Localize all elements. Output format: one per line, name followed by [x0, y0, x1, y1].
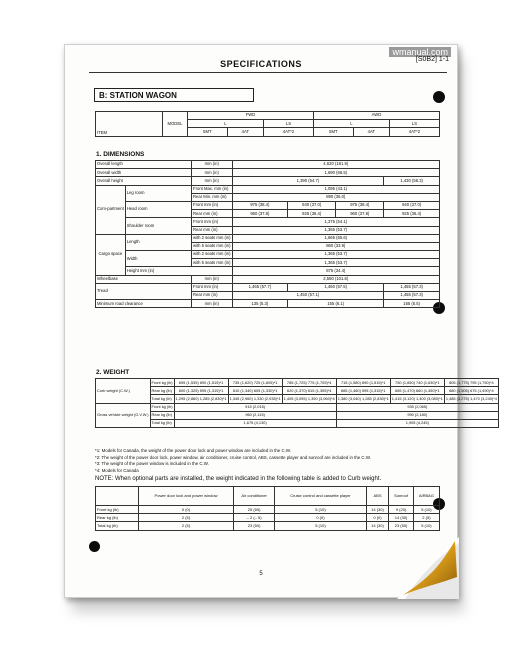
gross-weight-label: Gross vehicle weight (G.V.W.): [96, 403, 151, 428]
opt-head: ABS: [366, 487, 389, 506]
curb-cell: 680 (1,505) 675 (1,490)*4: [444, 387, 498, 395]
opt-cell: 14 (30): [366, 522, 389, 530]
dimensions-heading: 1. DIMENSIONS: [96, 151, 145, 158]
opt-row-label: Front kg (lb): [96, 506, 139, 514]
footnotes: [95, 448, 371, 474]
wheelbase-unit: mm (in): [192, 275, 233, 283]
comp-value: 925 (36.4): [384, 210, 440, 218]
cargo-sub: with 5 seats mm (in): [192, 259, 233, 267]
gross-cell: 1,675 (4,130): [174, 419, 336, 427]
cargo-sub: with 5 seats mm (in): [192, 242, 233, 250]
tread-front: Front mm (in): [192, 283, 233, 291]
fwd-l-label: L: [188, 120, 264, 128]
opt-cell: 0 (0): [275, 514, 367, 522]
model-header-table: [95, 111, 440, 137]
wheelbase-label: Wheelbase: [96, 275, 192, 283]
fwd-label: FWD: [188, 112, 314, 120]
cargo-width-label: Width: [125, 251, 191, 267]
curb-cell: 665 (1,460) 595 (1,315)*1: [336, 387, 390, 395]
comp-value: 940 (37.0): [288, 201, 336, 209]
comp-sub: Rear Min. mm (in): [192, 193, 233, 201]
fwd-ls-label: LS: [263, 120, 313, 128]
comp-sub: Front mm (in): [192, 201, 233, 209]
opt-head: Cruise control and cassette player: [275, 487, 367, 506]
item-label: ITEM: [96, 112, 163, 137]
curb-rear: Rear kg (lb): [150, 387, 174, 395]
clearance-label: Minimum road clearance: [96, 300, 192, 308]
fwd-4at2: 4AT*2: [263, 128, 313, 136]
curb-cell: 750 (1,650) 740 (1,630)*1: [390, 379, 444, 387]
curb-cell: 1,415 (3,120) 1,400 (3,080)*1: [390, 395, 444, 403]
dim-value: 4,620 (181.9): [232, 161, 439, 169]
opt-cell: 2 (5): [139, 522, 234, 530]
model-label: MODEL: [163, 112, 188, 137]
dim-label: Overall length: [96, 161, 192, 169]
tread-value: 1,460 (57.5): [288, 283, 384, 291]
opt-cell: 14 (30): [389, 514, 414, 522]
opt-cell: 5 (10): [275, 506, 367, 514]
dimensions-table: [95, 160, 440, 308]
page-number: 5: [259, 571, 263, 577]
awd-4at: 4AT: [353, 128, 389, 136]
cargo-value: 875 (34.4): [232, 267, 439, 275]
tread-value: 1,455 (57.3): [384, 283, 440, 291]
opt-row-label: Rear kg (lb): [96, 514, 139, 522]
opt-head: AIRBAG: [413, 487, 439, 506]
optional-parts-table: [95, 486, 440, 531]
comp-sub: Rear mm (in): [192, 226, 233, 234]
opt-cell: 5 (10): [413, 522, 439, 530]
curb-cell: 620 (1,370) 615 (1,355)*4: [282, 387, 336, 395]
fwd-4at: 4AT: [227, 128, 263, 136]
header-rule: [89, 72, 447, 73]
opt-head: Sunroof: [389, 487, 414, 506]
gross-cell: 915 (2,015): [174, 403, 336, 411]
curb-total: Total kg (lb): [150, 395, 174, 403]
shoulder-room-label: Shoulder room: [125, 218, 191, 234]
comp-value: 1,095 (43.1): [232, 185, 439, 193]
comp-value: 960 (37.8): [232, 210, 288, 218]
comp-value: 1,355 (53.7): [232, 226, 439, 234]
curb-cell: 1,485 (3,275) 1,470 (3,240)*4: [444, 395, 498, 403]
gross-cell: 1,905 (4,245): [336, 419, 498, 427]
comp-value: 890 (35.0): [232, 193, 439, 201]
gross-front: Front kg (lb): [150, 403, 174, 411]
curb-cell: 735 (1,620) 725 (1,605)*1: [228, 379, 282, 387]
opt-cell: 0 (0): [366, 514, 389, 522]
opt-corner: [96, 487, 139, 506]
dim-unit: mm (in): [192, 177, 233, 185]
curb-cell: 785 (1,725) 775 (1,705)*4: [282, 379, 336, 387]
awd-label: AWD: [313, 112, 439, 120]
optional-parts-note: NOTE: When optional parts are installed, the weight indicated in the following table is added to Curb weight.: [95, 476, 382, 482]
comp-value: 960 (37.8): [336, 210, 384, 218]
tread-value: 1,455 (57.3): [384, 292, 440, 300]
dim-value: 1,430 (56.3): [384, 177, 440, 185]
footnote: *4: Models for Canada: [95, 467, 139, 473]
weight-table: [95, 378, 499, 428]
footnote: *2: The weight of the power door lock, power window, air conditioner, cruise control, ABS, cassette player and sunroof are included in the C.W.: [95, 454, 371, 460]
cargo-sub: with 2 seats mm (in): [192, 251, 233, 259]
fwd-5mt: 5MT: [188, 128, 228, 136]
clearance-value: 135 (5.3): [232, 300, 288, 308]
curb-cell: 1,345 (2,960) 1,330 (2,935)*1: [228, 395, 282, 403]
manual-page: [64, 44, 497, 598]
footnote: *1: Models for Canada, the weight of the power door lock and power window are included in the C.W.: [95, 448, 291, 453]
curb-cell: 1,380 (3,040) 1,285 (2,830)*1: [336, 395, 390, 403]
opt-head: Air conditioner: [234, 487, 275, 506]
dim-unit: mm (in): [192, 161, 233, 169]
section-title: B: STATION WAGON: [94, 88, 254, 102]
compartment-label: Com-partment: [96, 185, 126, 234]
comp-value: 925 (36.4): [288, 210, 336, 218]
comp-value: 975 (38.4): [336, 201, 384, 209]
tread-rear: Rear mm (in): [192, 292, 233, 300]
dim-value: 1,390 (54.7): [232, 177, 384, 185]
gross-rear: Rear kg (lb): [150, 411, 174, 419]
binder-hole-top: [433, 91, 445, 103]
dim-label: Overall width: [96, 169, 192, 177]
opt-cell: 5 (10): [275, 522, 367, 530]
comp-value: 940 (37.0): [384, 201, 440, 209]
binder-hole-left: [89, 541, 100, 552]
watermark: wmanual.com: [389, 47, 451, 57]
gross-cell: 960 (2,115): [174, 411, 336, 419]
curb-cell: 1,405 (3,095) 1,390 (3,060)*4: [282, 395, 336, 403]
clearance-unit: mm (in): [192, 300, 233, 308]
awd-l-label: L: [313, 120, 389, 128]
gross-total: Total kg (lb): [150, 419, 174, 427]
comp-value: 1,375 (54.1): [232, 218, 439, 226]
page-header-title: SPECIFICATIONS: [220, 59, 302, 69]
cargo-value: 1,365 (53.7): [232, 251, 439, 259]
opt-cell: 5 (10): [413, 506, 439, 514]
opt-cell: – 2 (– 5): [234, 514, 275, 522]
comp-sub: Front Max. mm (in): [192, 185, 233, 193]
footnote: *3: The weight of the power window is included in the C.W.: [95, 461, 209, 467]
comp-sub: Rear mm (in): [192, 210, 233, 218]
opt-head: Power door lock and power window: [139, 487, 234, 506]
opt-cell: 2 (5): [413, 514, 439, 522]
dim-unit: mm (in): [192, 169, 233, 177]
curb-weight-label: Curb weight (C.W.): [96, 379, 151, 404]
tread-value: 1,465 (57.7): [232, 283, 288, 291]
curb-cell: 610 (1,340) 605 (1,330)*1: [228, 387, 282, 395]
clearance-value: 165 (6.5): [384, 300, 440, 308]
cargo-value: 1,665 (65.6): [232, 234, 439, 242]
cargo-value: 860 (33.9): [232, 242, 439, 250]
opt-cell: 25 (55): [234, 506, 275, 514]
opt-cell: 0 (0): [139, 506, 234, 514]
cargo-value: 1,365 (53.7): [232, 259, 439, 267]
opt-cell: 23 (50): [234, 522, 275, 530]
page-code: [S0B2] 1-1: [415, 56, 449, 63]
gross-cell: 935 (2,065): [336, 403, 498, 411]
page-curl-icon: [397, 537, 459, 599]
opt-cell: 9 (20): [389, 506, 414, 514]
dim-label: Overall height: [96, 177, 192, 185]
clearance-value: 155 (6.1): [288, 300, 384, 308]
curb-cell: 715 (1,580) 690 (1,515)*1: [336, 379, 390, 387]
leg-room-label: Leg room: [125, 185, 191, 201]
cargo-length-label: Length: [125, 234, 191, 250]
tread-label: Tread: [96, 283, 192, 299]
opt-row-label: Total kg (lb): [96, 522, 139, 530]
curb-cell: 805 (1,775) 795 (1,750)*4: [444, 379, 498, 387]
cargo-sub: with 2 seats mm (in): [192, 234, 233, 242]
curb-cell: 1,295 (2,860) 1,285 (2,830)*1: [174, 395, 228, 403]
curb-cell: 695 (1,535) 690 (1,515)*1: [174, 379, 228, 387]
curb-cell: 665 (1,470) 660 (1,450)*1: [390, 387, 444, 395]
head-room-label: Head room: [125, 201, 191, 217]
comp-value: 975 (38.4): [232, 201, 288, 209]
gross-cell: 990 (2,180): [336, 411, 498, 419]
wheelbase-value: 2,580 (101.6): [232, 275, 439, 283]
awd-5mt: 5MT: [313, 128, 353, 136]
opt-cell: 14 (30): [366, 506, 389, 514]
weight-heading: 2. WEIGHT: [96, 369, 130, 376]
awd-ls-label: LS: [389, 120, 439, 128]
curb-cell: 600 (1,325) 595 (1,315)*1: [174, 387, 228, 395]
awd-4at2: 4AT*2: [389, 128, 439, 136]
dim-value: 1,690 (66.5): [232, 169, 439, 177]
comp-sub: Front mm (in): [192, 218, 233, 226]
cargo-space-label: Cargo space: [96, 234, 126, 275]
cargo-sub: Height mm (in): [125, 267, 232, 275]
opt-cell: 23 (50): [389, 522, 414, 530]
curb-front: Front kg (lb): [150, 379, 174, 387]
opt-cell: 2 (5): [139, 514, 234, 522]
tread-value: 1,450 (57.1): [232, 292, 384, 300]
